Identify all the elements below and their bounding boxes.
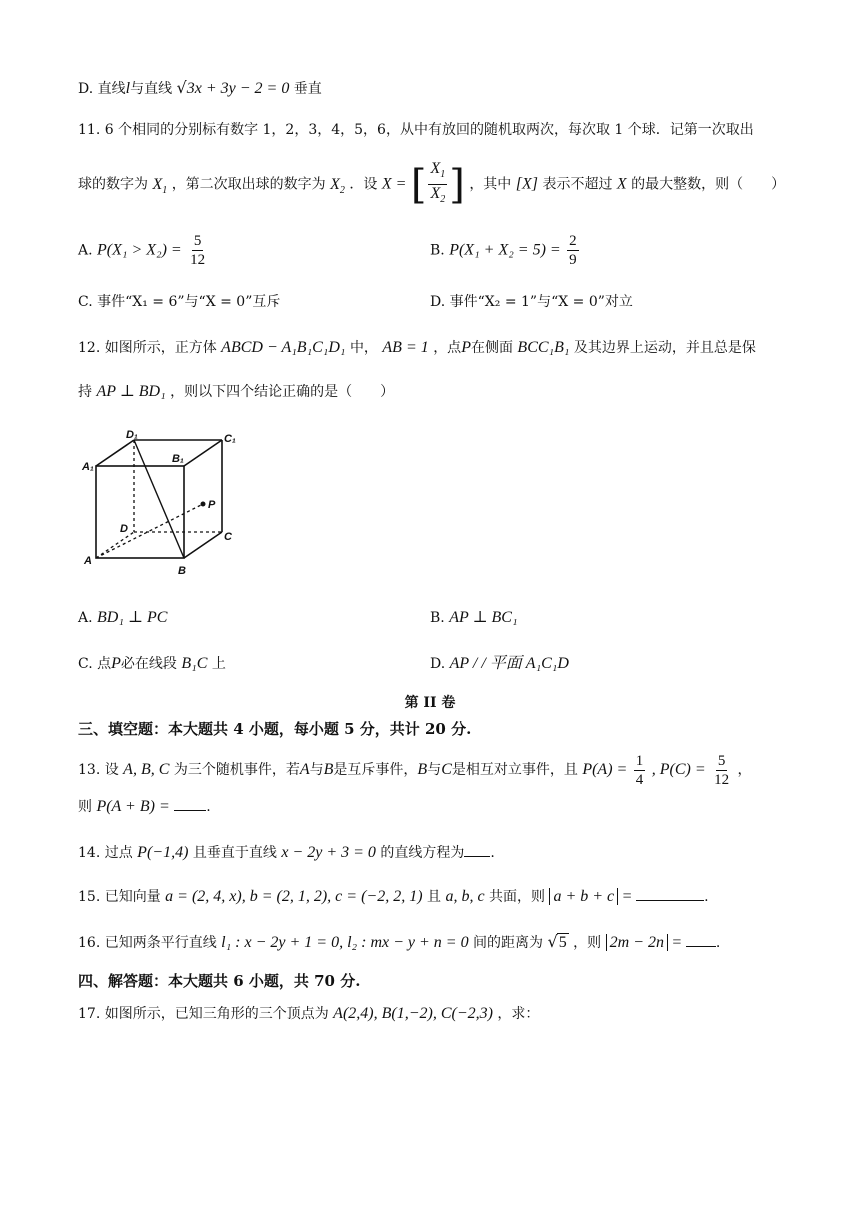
cube-figure bbox=[78, 428, 258, 578]
question-text: 且垂直于直线 bbox=[192, 845, 277, 861]
fraction-denominator: 12 bbox=[190, 252, 206, 268]
question-text: 15. 已知向量 bbox=[78, 889, 161, 905]
math-symbol: = bbox=[622, 888, 632, 905]
q11-option-d bbox=[430, 292, 633, 312]
option-text: 垂直 bbox=[293, 81, 322, 97]
math-expression: AP ⊥ BD₁ bbox=[96, 383, 166, 400]
question-text: 则 bbox=[78, 799, 92, 815]
q15 bbox=[78, 886, 709, 907]
question-text: 17. 如图所示，已知三角形的三个顶点为 bbox=[78, 1006, 329, 1022]
sqrt-symbol: √ bbox=[176, 78, 187, 97]
answer-blank[interactable] bbox=[636, 886, 704, 901]
math-X1: $X_1$ bbox=[152, 175, 168, 196]
option-label: B. bbox=[430, 610, 445, 626]
option-label: C. bbox=[78, 294, 93, 310]
edge-B1C1 bbox=[184, 440, 222, 466]
answer-blank[interactable] bbox=[174, 796, 206, 811]
math-symbol: = bbox=[672, 934, 682, 951]
q11-line2 bbox=[78, 160, 785, 211]
fraction-numerator: 5 bbox=[193, 233, 202, 249]
label-C1: C₁ bbox=[224, 433, 236, 445]
question-text: 球的数字为 bbox=[78, 176, 148, 193]
option-label: D. bbox=[430, 294, 446, 310]
q17 bbox=[78, 1004, 539, 1024]
q11-option-c bbox=[78, 292, 280, 312]
math-expression: P(A) = bbox=[582, 761, 628, 778]
math-expression: a = (2, 4, x), b = (2, 1, 2), c = (−2, 2, 1) bbox=[165, 888, 423, 905]
label-B1: B₁ bbox=[172, 453, 184, 465]
math-expression: x − 2y + 3 = 0 bbox=[281, 844, 376, 861]
question-text: 间的距离为 bbox=[473, 935, 544, 951]
fraction-denominator: 4 bbox=[635, 771, 644, 788]
question-text: ，则以下四个结论正确的是（ ） bbox=[170, 384, 395, 400]
answer-blank[interactable] bbox=[686, 932, 716, 947]
question-text: 14. 过点 bbox=[78, 845, 133, 861]
fraction-denominator: 9 bbox=[569, 252, 577, 268]
label-A: A bbox=[84, 555, 92, 567]
q12-option-b bbox=[430, 608, 518, 628]
option-text: 必在线段 bbox=[120, 656, 177, 672]
question-text: . bbox=[715, 935, 721, 951]
label-C: C bbox=[224, 531, 232, 543]
q16 bbox=[78, 932, 720, 953]
label-A1: A₁ bbox=[82, 461, 94, 473]
question-text: 中， bbox=[349, 340, 378, 356]
math-expression: BCC₁B₁ bbox=[517, 339, 570, 356]
question-text: 与 bbox=[427, 762, 442, 778]
math-expression: P(X₁ + X₂ = 5) = bbox=[449, 241, 561, 259]
option-label: B. bbox=[430, 242, 445, 259]
math-expression: BD₁ ⊥ PC bbox=[97, 609, 168, 626]
floor-fraction: [ $\frac{X_1}{X_2}$ ] bbox=[410, 160, 465, 208]
q12-line1 bbox=[78, 338, 756, 358]
math-expression: AB = 1 bbox=[382, 339, 429, 356]
option-text: 事件“X₂ = 1”与“X = 0”对立 bbox=[449, 294, 633, 310]
question-text: 的直线方程为 bbox=[380, 845, 465, 861]
label-D: D bbox=[120, 523, 128, 535]
fraction-numerator: 2 bbox=[569, 233, 577, 249]
cube-front-face bbox=[96, 466, 184, 558]
edge-BC bbox=[184, 532, 222, 558]
math-expression: AP / / 平面 A₁C₁D bbox=[449, 655, 569, 672]
q12-option-d bbox=[430, 654, 569, 674]
question-text: 是互斥事件， bbox=[333, 762, 418, 778]
math-symbol: A bbox=[299, 761, 310, 778]
math-X: X bbox=[616, 175, 627, 193]
question-text: 表示不超过 bbox=[542, 176, 613, 193]
prev-option-d bbox=[78, 78, 322, 99]
section-3-heading: 三、填空题：本大题共 4 小题，每小题 5 分，共计 20 分. bbox=[78, 720, 472, 738]
q12-option-a bbox=[78, 608, 167, 628]
option-text: 点 bbox=[97, 656, 112, 672]
label-D1: D₁ bbox=[126, 429, 138, 441]
section-4-heading: 四、解答题：本大题共 6 小题，共 70 分. bbox=[78, 972, 361, 990]
math-expression: P(X₁ > X₂) = bbox=[97, 241, 182, 259]
edge-A1D1 bbox=[96, 440, 134, 466]
option-text: 与直线 bbox=[130, 81, 173, 97]
math-expression: 5 bbox=[558, 934, 567, 951]
math-expression: A(2,4), B(1,−2), C(−2,3) bbox=[333, 1005, 493, 1022]
question-text: 持 bbox=[78, 384, 92, 400]
part-title: 第 II 卷 bbox=[404, 695, 456, 711]
fraction-denominator: 12 bbox=[714, 771, 730, 788]
q12-line2 bbox=[78, 382, 394, 402]
sqrt-symbol: √ bbox=[547, 932, 558, 951]
math-expression: A, B, C bbox=[123, 761, 170, 778]
label-B: B bbox=[178, 565, 186, 577]
question-text: ，第二次取出球的数字为 bbox=[171, 176, 326, 193]
fraction-numerator: 1 bbox=[635, 752, 644, 769]
math-symbol: P bbox=[111, 655, 121, 672]
math-expression: AP ⊥ BC₁ bbox=[449, 609, 518, 626]
question-text: 且 bbox=[426, 889, 441, 905]
question-text: ，其中 bbox=[469, 176, 512, 193]
q13-line1 bbox=[78, 750, 752, 790]
q11-line1: 11. 6 个相同的分别标有数字 1，2，3，4，5，6，从中有放回的随机取两次，每次取 1 个球．记第一次取出 bbox=[78, 122, 754, 138]
answer-blank[interactable] bbox=[464, 842, 490, 857]
math-expression: a + b + c bbox=[549, 888, 618, 905]
question-text: 16. 已知两条平行直线 bbox=[78, 935, 217, 951]
hidden-segment-AP bbox=[96, 504, 203, 558]
fraction-numerator: 5 bbox=[717, 752, 726, 769]
label-P: P bbox=[208, 499, 216, 511]
math-expression: ABCD − A₁B₁C₁D₁ bbox=[221, 339, 346, 356]
question-text: ，点 bbox=[433, 340, 462, 356]
option-label: D. bbox=[430, 656, 446, 672]
math-symbol: l bbox=[125, 80, 131, 97]
question-text: ，求： bbox=[497, 1006, 540, 1022]
question-text: 12. 如图所示，正方体 bbox=[78, 340, 217, 356]
math-expression: , P(C) = bbox=[651, 761, 706, 778]
option-text: 直线 bbox=[97, 81, 126, 97]
question-text: 是相互对立事件，且 bbox=[451, 762, 578, 778]
question-text: 13. 设 bbox=[78, 762, 119, 778]
option-label: A. bbox=[78, 242, 93, 259]
question-text: . bbox=[490, 845, 495, 861]
math-symbol: B bbox=[323, 761, 334, 778]
question-text: . bbox=[206, 799, 211, 815]
math-expression: a, b, c bbox=[445, 888, 485, 905]
math-expression: B₁C bbox=[181, 655, 208, 672]
math-X-def: X = bbox=[381, 175, 407, 193]
hidden-edge-AD bbox=[96, 532, 134, 558]
math-expression: 3x + 3y − 2 = 0 bbox=[186, 80, 290, 97]
q12-option-c bbox=[78, 654, 226, 674]
math-expression: l₁ : x − 2y + 1 = 0, l₂ : mx − y + n = 0 bbox=[221, 934, 469, 951]
question-text: 为三个随机事件，若 bbox=[173, 762, 300, 778]
q14 bbox=[78, 842, 495, 863]
math-expression: P(−1,4) bbox=[137, 844, 189, 861]
option-text: 上 bbox=[211, 656, 226, 672]
option-label: A. bbox=[78, 610, 93, 626]
question-text: ．设 bbox=[349, 176, 378, 193]
math-symbol: C bbox=[441, 761, 452, 778]
math-expression: P(A + B) = bbox=[96, 798, 170, 815]
point-P bbox=[201, 502, 206, 507]
math-floor-X: [X] bbox=[515, 175, 538, 193]
math-X2: $X_2$ bbox=[330, 175, 345, 196]
question-text: 与 bbox=[309, 762, 324, 778]
question-text: 在侧面 bbox=[470, 340, 513, 356]
question-text: 共面，则 bbox=[489, 889, 545, 905]
q13-line2 bbox=[78, 796, 211, 817]
option-label: C. bbox=[78, 656, 93, 672]
question-text: 及其边界上运动，并且总是保 bbox=[573, 340, 756, 356]
q11-option-a bbox=[78, 232, 209, 269]
option-label: D. bbox=[78, 81, 94, 97]
question-text: 的最大整数，则（ ） bbox=[631, 176, 786, 193]
math-symbol: B bbox=[417, 761, 428, 778]
q11-option-b bbox=[430, 232, 581, 269]
question-text: . bbox=[704, 889, 709, 905]
math-expression: 2m − 2n bbox=[606, 934, 668, 951]
option-text: 事件“X₁ = 6”与“X = 0”互斥 bbox=[97, 294, 281, 310]
question-text: ， bbox=[737, 762, 752, 778]
math-symbol: P bbox=[461, 339, 471, 356]
question-text: ，则 bbox=[573, 935, 602, 951]
